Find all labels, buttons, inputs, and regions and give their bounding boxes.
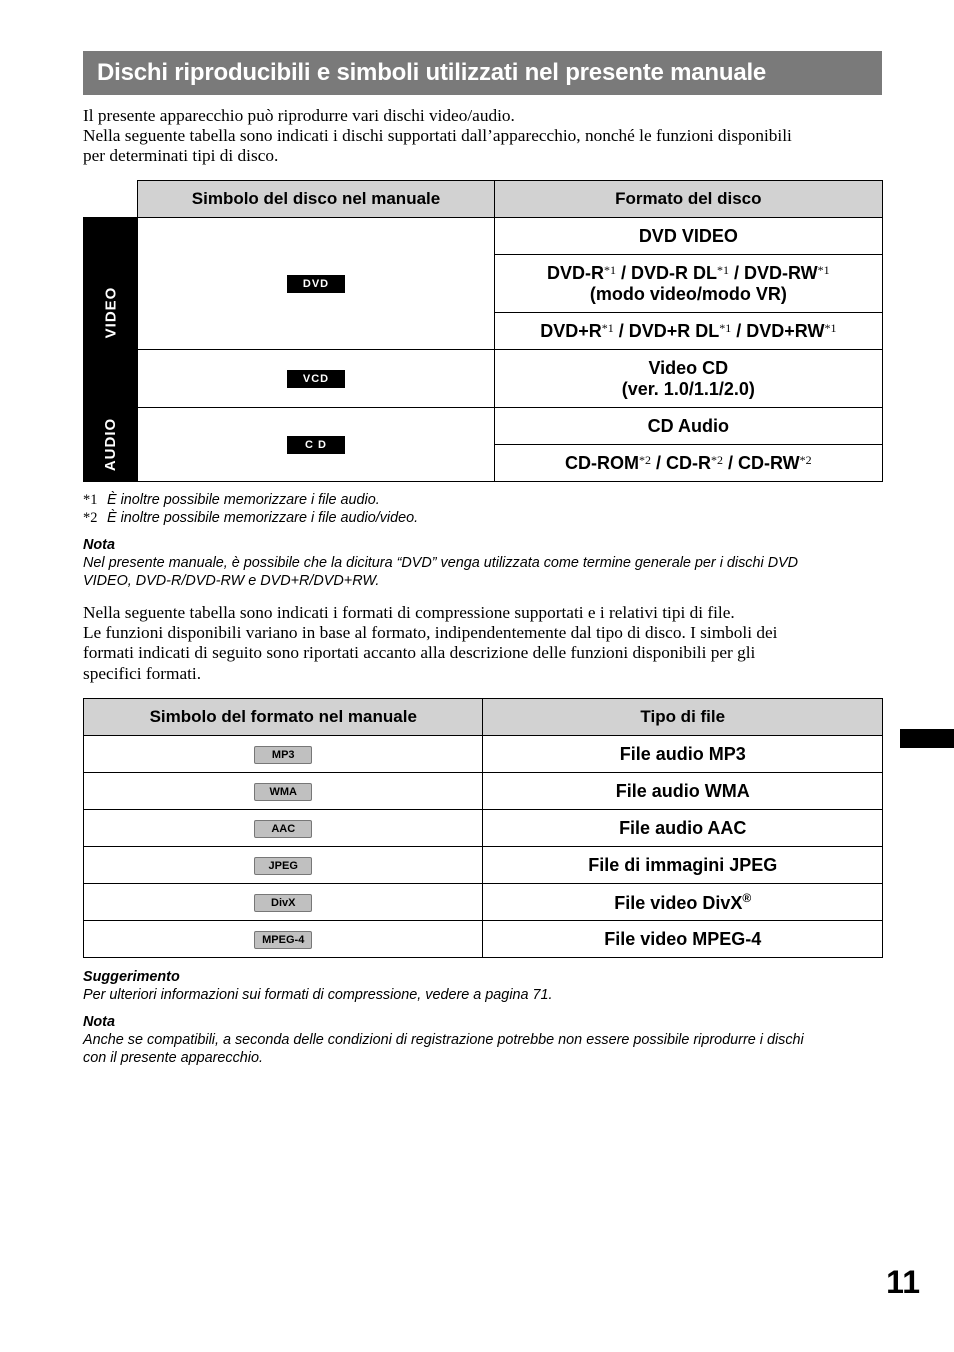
formats-paragraph xyxy=(83,603,883,684)
para-line: Nella seguente tabella sono indicati i formati di compressione supportati e i relativi tipi di file. xyxy=(83,603,735,622)
intro-line: per determinati tipi di disco. xyxy=(83,146,279,166)
video-category-label: VIDEO xyxy=(84,218,138,408)
tip-label: Suggerimento xyxy=(83,969,180,985)
disc-table-corner xyxy=(84,181,138,218)
para-line: formati indicati di seguito sono riportati accanto alla descrizione delle funzioni disponibili per gli xyxy=(83,643,756,663)
file-type-cell: File audio MP3 xyxy=(483,736,883,773)
para-line: specifici formati. xyxy=(83,663,202,683)
mpeg4-format-icon: MPEG-4 xyxy=(254,931,312,949)
note-line: con il presente apparecchio. xyxy=(83,1050,263,1066)
dvd-video-cell: DVD VIDEO xyxy=(494,218,882,255)
dvd-disc-icon: DVD xyxy=(287,275,345,293)
intro-line: Il presente apparecchio può riprodurre vari dischi video/audio. xyxy=(83,106,515,125)
aac-format-icon: AAC xyxy=(254,820,312,838)
cd-audio-cell: CD Audio xyxy=(494,408,882,445)
intro-paragraph xyxy=(83,106,883,167)
note-line: Anche se compatibili, a seconda delle condizioni di registrazione potrebbe non essere possibile riprodurre i dischi xyxy=(83,1032,804,1048)
tip-block xyxy=(83,968,553,1004)
file-type-cell: File audio WMA xyxy=(483,773,883,810)
wma-format-icon: WMA xyxy=(254,783,312,801)
format-table xyxy=(83,698,883,958)
intro-line: Nella seguente tabella sono indicati i dischi supportati dall’apparecchio, nonché le funzioni disponibili xyxy=(83,126,792,146)
file-type-cell: File audio AAC xyxy=(483,810,883,847)
footnote-1: *1 È inoltre possibile memorizzare i file audio. xyxy=(83,492,380,508)
format-icon-cell xyxy=(84,773,483,810)
footnote-2: *2 È inoltre possibile memorizzare i file audio/video. xyxy=(83,510,419,526)
dvd-plus-r-cell: $DVD+R^{*1} / DVD+R$ $DL^{*1} / DVD+RW^{*1}$ xyxy=(494,313,882,350)
section-tab-marker xyxy=(900,729,954,748)
mp3-format-icon: MP3 xyxy=(254,746,312,764)
format-icon-cell xyxy=(84,736,483,773)
dvd-r-cell: DVD-$R^{*1} / DVD-R$ DL$^{*1}$ / DVD-RW$^{*1}$ (modo video/modo VR) xyxy=(494,255,882,313)
file-type-header: Tipo di file xyxy=(483,699,883,736)
para-line: Le funzioni disponibili variano in base al formato, indipendentemente dal tipo di disco. I simboli dei xyxy=(83,623,778,643)
format-icon-cell xyxy=(84,847,483,884)
disc-symbol-header: Simbolo del disco nel manuale xyxy=(138,181,494,218)
disc-table xyxy=(83,180,883,482)
vcd-disc-icon: VCD xyxy=(287,370,345,388)
disc-format-header: Formato del disco xyxy=(494,181,882,218)
file-type-cell: File video MPEG-4 xyxy=(483,921,883,958)
format-icon-cell xyxy=(84,921,483,958)
format-icon-cell xyxy=(84,810,483,847)
audio-category-label: AUDIO xyxy=(84,408,138,482)
format-icon-cell xyxy=(84,884,483,921)
note-label: Nota xyxy=(83,537,115,553)
note-label: Nota xyxy=(83,1014,115,1030)
video-cd-cell: Video CD (ver. 1.0/1.1/2.0) xyxy=(494,350,882,408)
jpeg-format-icon: JPEG xyxy=(254,857,312,875)
file-type-cell: File di immagini JPEG xyxy=(483,847,883,884)
cd-symbol-cell xyxy=(138,408,494,482)
note-line: VIDEO, DVD-R/DVD-RW e DVD+R/DVD+RW. xyxy=(83,573,380,589)
divx-format-icon: DivX xyxy=(254,894,312,912)
file-type-cell: File video DivX® xyxy=(483,884,883,921)
page-title-banner: Dischi riproducibili e simboli utilizzati nel presente manuale xyxy=(83,51,882,95)
tip-line: Per ulteriori informazioni sui formati di compressione, vedere a pagina 71. xyxy=(83,987,553,1003)
cd-disc-icon: C D xyxy=(287,436,345,454)
dvd-symbol-cell xyxy=(138,218,494,350)
note-block-2 xyxy=(83,1013,804,1067)
format-symbol-header: Simbolo del formato nel manuale xyxy=(84,699,483,736)
cd-rom-cell: $CD-ROM^{*2} / CD-R^{*2} / CD-RW^{*2}$ xyxy=(494,445,882,482)
note-line: Nel presente manuale, è possibile che la dicitura “DVD” venga utilizzata come termine generale per i dischi DVD xyxy=(83,555,799,571)
note-block-1 xyxy=(83,536,798,590)
page-number: 11 xyxy=(886,1264,920,1300)
vcd-symbol-cell xyxy=(138,350,494,408)
